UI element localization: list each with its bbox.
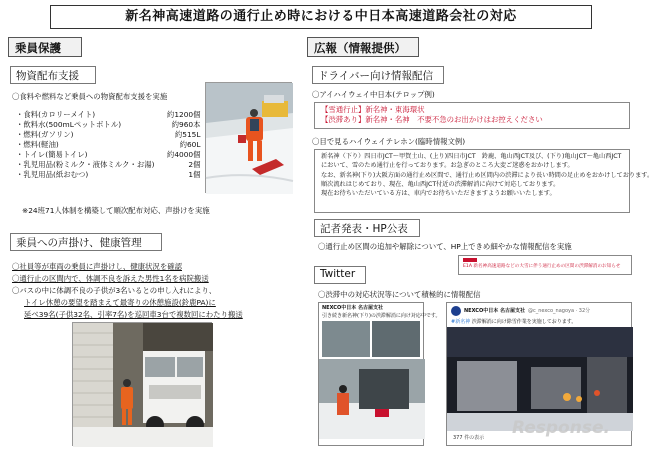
hp-thumb-bar [463, 258, 477, 262]
avatar [451, 306, 461, 316]
supply-item-name: ・燃料(ガソリン) [16, 130, 74, 139]
hp-thumbnail [458, 255, 632, 275]
twitter-line: 〇渋滞中の対応状況等について積極的に情報配信 [318, 290, 481, 299]
care-line-4 [24, 298, 216, 308]
radio-line-1: 新名神（下り）四日市JCT～甲賀土山、(上り)四日市JCT 鈴鹿、亀山西JCT及び、(下り)亀山JCT～亀山西JCT [321, 153, 622, 160]
supply-note: ※24班71人体制を構築して順次配布対応、声掛けを実施 [22, 206, 210, 215]
tweet-card-1 [318, 302, 441, 446]
supply-item-name: ・食料(カロリーメイト) [16, 110, 96, 119]
care-b2: 〇通行止の区間内で、体調不良を訴えた男性1名を病院搬送 [12, 274, 209, 283]
hp-thumb-text: E1A 新名神高速道路などの大雪に伴う通行止めの区間の渋滞解消のお知らせ [463, 264, 621, 269]
tv-line-1: 【雪通行止】新名神・東海環状 [321, 105, 425, 114]
supply-item-qty: 約60L [179, 140, 201, 149]
subheading-press: 記者発表・HP公表 [314, 219, 420, 237]
page-title: 新名神高速道路の通行止め時における中日本高速道路会社の対応 [50, 5, 592, 29]
tweet2-header [447, 303, 631, 319]
care-line-1 [12, 262, 182, 272]
radio-title: 〇目で見るハイウェイテレホン(臨時情報文例) [312, 137, 466, 146]
watermark: Response. [512, 418, 610, 438]
supply-row [16, 110, 201, 120]
subheading-twitter: Twitter [314, 266, 366, 284]
tv-line-2: 【渋滞あり】新名神・名神 不要不急のお出かけはお控えください [321, 114, 543, 124]
supply-row [16, 140, 201, 150]
subheading-driver: ドライバー向け情報配信 [312, 66, 444, 84]
highway-tv-title: 〇アイハイウェイ中日本(テロップ例) [312, 90, 435, 99]
radio-line-3: なお、新名神(下り)大阪方面の通行止め区間で、通行止め区間内の渋滞により長い時間の足止めをおかけしております。 [321, 171, 653, 179]
tweet1-image-a [322, 321, 370, 357]
supply-row [16, 160, 201, 170]
supply-item-qty: 2個 [188, 160, 201, 169]
supply-photo [205, 82, 292, 193]
tweet1-text: 引き続き新名神(下り)の渋滞解消に向け対応中です。 [322, 313, 441, 319]
tweet2-handle: @c_nexco_nagoya · 32分 [527, 308, 591, 314]
care-line-5 [24, 310, 243, 320]
press-line: 〇通行止め区間の追加や解除について、HP上できめ細やかな情報配信を実施 [318, 242, 572, 251]
supply-item-qty: 約1200個 [166, 110, 201, 119]
tweet2-tag[interactable]: #新名神 [451, 319, 471, 325]
supply-item-qty: 約960本 [171, 120, 201, 129]
care-b3a: 〇バスの中に体調不良の子供が3名いるとの申し入れにより、 [12, 286, 217, 295]
care-photo [72, 322, 212, 446]
subheading-care: 乗員への声掛け、健康管理 [10, 233, 162, 251]
tweet1-image-b [372, 321, 420, 357]
tweet2-body [447, 319, 631, 325]
tweet2-photo [447, 327, 633, 431]
radio-line-5: 現在お待ちいただいている方は、車内でお待ちいただきますようお願いいたします。 [321, 190, 556, 198]
supply-item-name: ・乳児用品(紙おむつ) [16, 170, 89, 179]
radio-box [314, 149, 653, 213]
care-b1: 〇社員等が車両の乗員に声掛けし、健康状況を確認 [12, 262, 182, 271]
supply-row [16, 150, 201, 160]
radio-line-4: 順次流れはじめており、現在、亀山西JCT付近の渋滞解消に向けて対応しております。 [321, 180, 560, 188]
care-b3c: 延べ39名(子供32名、引率7名)を巡回車3台で複数回にわたり搬送 [24, 310, 243, 319]
supply-table [16, 110, 201, 180]
supply-item-qty: 約4000個 [166, 150, 201, 159]
supply-item-qty: 1個 [188, 170, 201, 179]
care-line-2 [12, 274, 209, 284]
care-b3b: トイレ休憩の要望を踏まえて最寄りの休憩施設(鈴鹿PA)に [24, 298, 216, 307]
supply-item-name: ・飲料水(500mLペットボトル) [16, 120, 122, 129]
supply-row [16, 120, 201, 130]
tweet1-main-photo [319, 359, 425, 439]
subheading-supply: 物資配布支援 [10, 66, 96, 84]
tweet1-images [319, 319, 423, 359]
supply-row [16, 170, 201, 180]
tweet2-text: 渋滞解消に向け除雪作業を実施しております。 [471, 319, 577, 325]
section-heading-passenger-protection: 乗員保護 [8, 37, 82, 57]
supply-item-name: ・乳児用品(粉ミルク・液体ミルク・お湯) [16, 160, 155, 169]
tweet2-view-count: 377 件の表示 [453, 435, 485, 441]
supply-item-name: ・トイレ(簡易トイレ) [16, 150, 88, 159]
section-heading-pr: 広報（情報提供） [307, 37, 419, 57]
supply-item-qty: 約515L [174, 130, 201, 139]
tweet2-account: NEXCO中日本 名古屋支社 [464, 308, 525, 314]
radio-line-2: において、雪のため通行止を行っております。お急ぎのところ大変ご迷惑をおかけします。 [321, 162, 574, 170]
tweet1-account: NEXCO中日本 名古屋支社 [322, 305, 383, 311]
supply-item-name: ・燃料(軽油) [16, 140, 59, 149]
highway-tv-box [314, 102, 630, 129]
supply-row [16, 130, 201, 140]
supply-intro: 〇食料や燃料など乗員への物資配布支援を実施 [12, 92, 168, 101]
